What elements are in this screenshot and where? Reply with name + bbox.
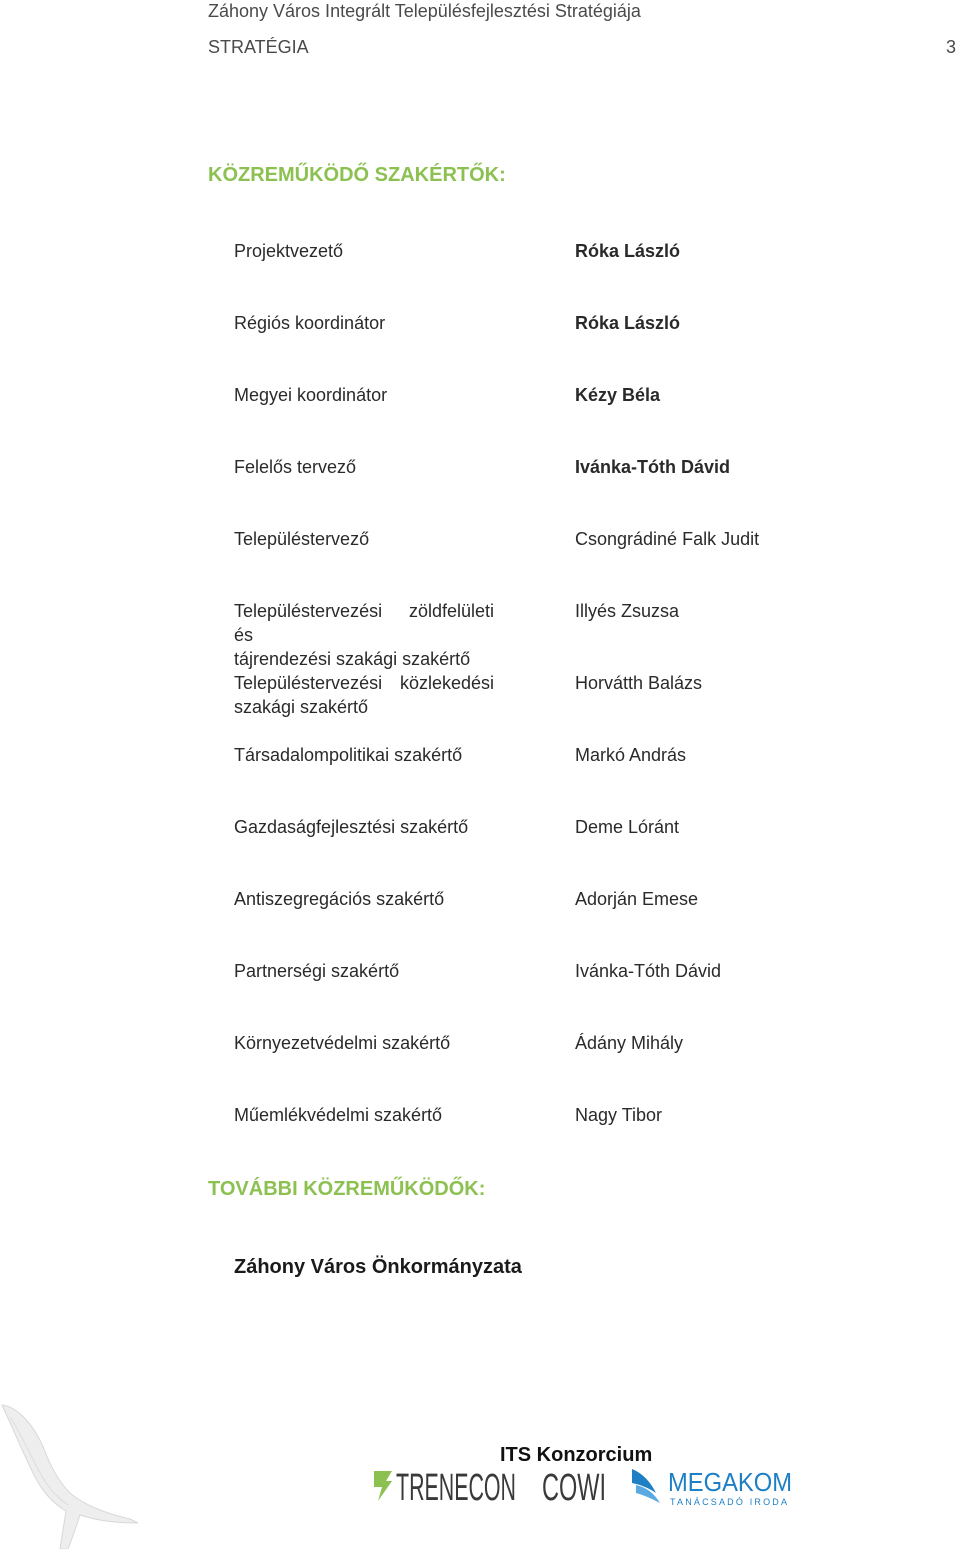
trenecon-cowi-logo [372, 1465, 608, 1505]
expert-name: Ádány Mihály [575, 1033, 684, 1053]
expert-role: Gazdaságfejlesztési szakértő [234, 817, 469, 837]
expert-role: Társadalompolitikai szakértő [234, 745, 463, 765]
section-label: STRATÉGIA [208, 37, 309, 57]
expert-role: Megyei koordinátor [234, 385, 388, 405]
expert-role: Antiszegregációs szakértő [234, 889, 445, 909]
page-number: 3 [945, 37, 956, 57]
trenecon-bolt-icon [374, 1471, 392, 1501]
expert-role: Partnerségi szakértő [234, 961, 400, 981]
expert-role-line: tájrendezési szakági szakértő [234, 649, 471, 669]
expert-role: Régiós koordinátor [234, 313, 386, 333]
contributor-organization: Záhony Város Önkormányzata [234, 1256, 522, 1278]
expert-name: Ivánka-Tóth Dávid [575, 961, 722, 981]
expert-name: Adorján Emese [575, 889, 699, 909]
expert-name: Markó András [575, 745, 687, 765]
document-title: Záhony Város Integrált Településfejlesztési Stratégiája [208, 1, 641, 21]
expert-role-line: Településtervezési zöldfelületi és [234, 601, 494, 645]
expert-role: Felelős tervező [234, 457, 357, 477]
expert-name: Róka László [575, 241, 681, 261]
expert-name: Róka László [575, 313, 681, 333]
expert-name: Deme Lóránt [575, 817, 680, 837]
expert-name: Horvátth Balázs [575, 673, 703, 693]
expert-role [234, 599, 494, 671]
expert-role: Környezetvédelmi szakértő [234, 1033, 451, 1053]
expert-role-line: Településtervezési közlekedési [234, 673, 494, 693]
expert-name: Ivánka-Tóth Dávid [575, 457, 731, 477]
experts-heading: KÖZREMŰKÖDŐ SZAKÉRTŐK: [208, 164, 506, 186]
expert-role: Műemlékvédelmi szakértő [234, 1105, 443, 1125]
expert-role: Projektvezető [234, 241, 344, 261]
bird-watermark-icon [0, 1395, 140, 1549]
expert-name: Nagy Tibor [575, 1105, 663, 1125]
megakom-subtitle: TANÁCSADÓ IRODA [670, 1497, 790, 1507]
trenecon-wordmark: TRENECON [396, 1467, 516, 1505]
megakom-wordmark: MEGAKOM [668, 1467, 792, 1497]
expert-name: Kézy Béla [575, 385, 661, 405]
expert-name: Illyés Zsuzsa [575, 601, 680, 621]
expert-role: Településtervező [234, 529, 370, 549]
contributors-heading: TOVÁBBI KÖZREMŰKÖDŐK: [208, 1178, 486, 1200]
expert-name: Csongrádiné Falk Judit [575, 529, 760, 549]
expert-role [234, 671, 494, 719]
cowi-wordmark: COWI [542, 1467, 606, 1505]
expert-role-line: szakági szakértő [234, 697, 369, 717]
megakom-logo [628, 1463, 798, 1507]
consortium-label: ITS Konzorcium [500, 1444, 653, 1466]
